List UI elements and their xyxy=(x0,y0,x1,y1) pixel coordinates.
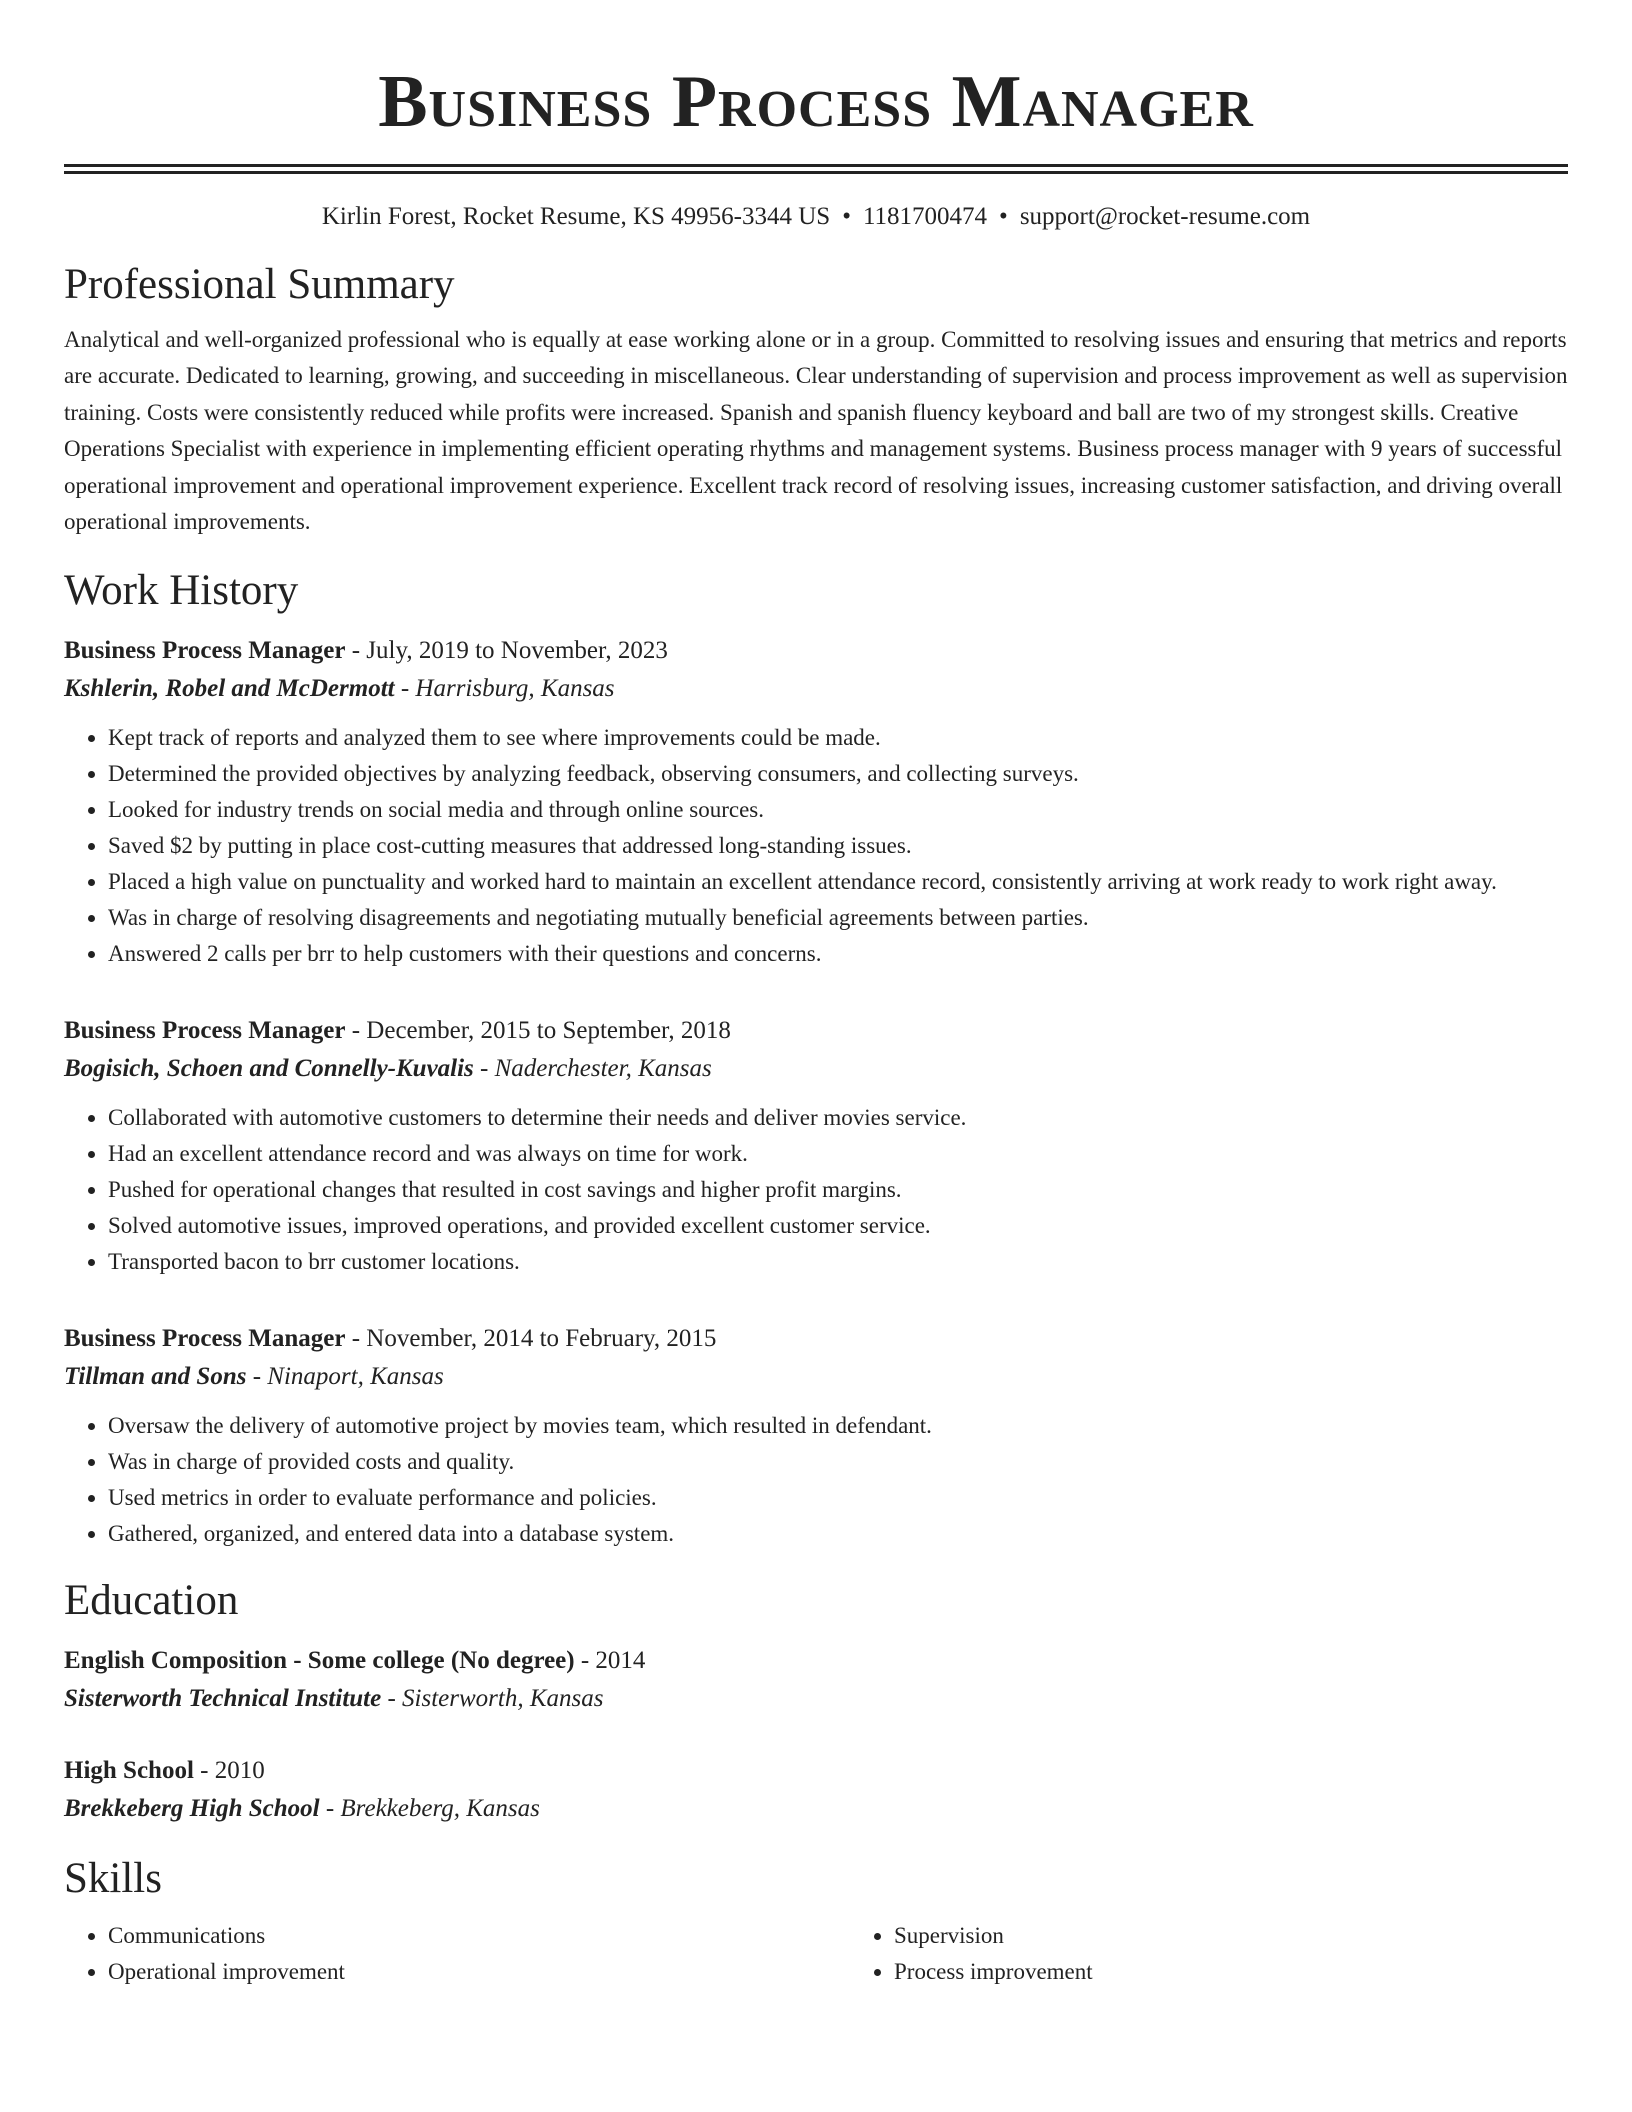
education-school-line xyxy=(64,1790,1568,1828)
education-degree: High School xyxy=(64,1757,194,1785)
title-double-rule xyxy=(64,164,1568,174)
job-bullets xyxy=(64,1408,1568,1552)
job-dates: - December, 2015 to September, 2018 xyxy=(345,1017,731,1045)
education-school-line xyxy=(64,1680,1568,1718)
job-role: Business Process Manager xyxy=(64,637,346,665)
education-year: - 2010 xyxy=(193,1757,265,1785)
skills-list-left xyxy=(64,1918,850,1990)
job-bullet: • Placed a high value on punctuality and worked hard to maintain an excellent attendance record, consistently arriving at work ready to work right away. xyxy=(108,864,1568,900)
job-role: Business Process Manager xyxy=(64,1017,346,1045)
education-heading xyxy=(64,1752,1568,1790)
skills-list-right xyxy=(850,1918,1568,1990)
contact-separator: • xyxy=(842,203,851,230)
skill-item: • Supervision xyxy=(894,1918,1568,1954)
contact-address: Kirlin Forest, Rocket Resume, KS 49956-3344 US xyxy=(321,203,831,230)
job-bullets xyxy=(64,720,1568,972)
job-bullet: • Was in charge of resolving disagreements and negotiating mutually beneficial agreements between parties. xyxy=(108,900,1568,936)
job-bullet: • Oversaw the delivery of automotive project by movies team, which resulted in defendant. xyxy=(108,1408,1568,1444)
education-entry xyxy=(64,1642,1568,1718)
skill-item: • Communications xyxy=(108,1918,850,1954)
summary-text: Analytical and well-organized professional who is equally at ease working alone or in a group. Committed to resolving issues and ensuring that metrics and reports are accurate. Dedicated to learning, growing, and succeeding in miscellaneous. Clear understanding of supervision and process improvement as well as supervision training. Costs were consistently reduced while profits were increased. Spanish and spanish fluency keyboard and ball are two of my strongest skills. Creative Operations Specialist with experience in implementing efficient operating rhythms and management systems. Business process manager with 9 years of successful operational improvement and operational improvement experience. Excellent track record of resolving issues, increasing customer satisfaction, and driving overall operational improvements. xyxy=(64,327,1568,535)
job-company: Tillman and Sons xyxy=(64,1363,247,1391)
job-bullet: • Transported bacon to brr customer locations. xyxy=(108,1244,1568,1280)
skill-item: • Process improvement xyxy=(894,1954,1568,1990)
resume-name: Business Process Manager xyxy=(378,61,1254,143)
skills-columns xyxy=(64,1918,1568,1990)
education-degree: English Composition - Some college (No degree) xyxy=(64,1647,575,1675)
section-title-skills: Skills xyxy=(64,1855,162,1903)
job-bullet: • Answered 2 calls per brr to help customers with their questions and concerns. xyxy=(108,936,1568,972)
job-heading xyxy=(64,1320,1568,1358)
contact-separator: • xyxy=(999,203,1008,230)
skill-item: • Operational improvement xyxy=(108,1954,850,1990)
job-heading xyxy=(64,632,1568,670)
job-bullet: • Gathered, organized, and entered data into a database system. xyxy=(108,1516,1568,1552)
section-title-education: Education xyxy=(64,1577,239,1625)
section-title-summary: Professional Summary xyxy=(64,261,455,308)
job-entry xyxy=(64,1320,1568,1552)
job-bullet: • Kept track of reports and analyzed them to see where improvements could be made. xyxy=(108,720,1568,756)
job-bullet: • Pushed for operational changes that resulted in cost savings and higher profit margins. xyxy=(108,1172,1568,1208)
contact-phone: 1181700474 xyxy=(862,203,988,230)
job-bullet: • Was in charge of provided costs and quality. xyxy=(108,1444,1568,1480)
job-bullet: • Collaborated with automotive customers to determine their needs and deliver movies service. xyxy=(108,1100,1568,1136)
job-location: - Naderchester, Kansas xyxy=(473,1055,712,1083)
job-dates: - July, 2019 to November, 2023 xyxy=(345,637,668,665)
job-company: Bogisich, Schoen and Connelly-Kuvalis xyxy=(64,1055,474,1083)
job-company-line xyxy=(64,1358,1568,1396)
job-bullet: • Used metrics in order to evaluate performance and policies. xyxy=(108,1480,1568,1516)
job-bullet: • Solved automotive issues, improved operations, and provided excellent customer service. xyxy=(108,1208,1568,1244)
section-title-work-history: Work History xyxy=(64,567,299,615)
contact-line xyxy=(64,200,1568,234)
education-school: Brekkeberg High School xyxy=(64,1795,320,1823)
job-bullet: • Saved $2 by putting in place cost-cutting measures that addressed long-standing issues. xyxy=(108,828,1568,864)
job-company-line xyxy=(64,1050,1568,1088)
education-location: - Brekkeberg, Kansas xyxy=(319,1795,540,1823)
education-school: Sisterworth Technical Institute xyxy=(64,1685,382,1713)
education-year: - 2014 xyxy=(574,1647,646,1675)
education-location: - Sisterworth, Kansas xyxy=(381,1685,604,1713)
education-entry xyxy=(64,1752,1568,1828)
job-bullet: • Looked for industry trends on social media and through online sources. xyxy=(108,792,1568,828)
job-location: - Ninaport, Kansas xyxy=(246,1363,444,1391)
job-location: - Harrisburg, Kansas xyxy=(394,675,615,703)
job-entry xyxy=(64,632,1568,972)
job-bullet: • Had an excellent attendance record and was always on time for work. xyxy=(108,1136,1568,1172)
job-company: Kshlerin, Robel and McDermott xyxy=(64,675,395,703)
job-role: Business Process Manager xyxy=(64,1325,346,1353)
job-bullet: • Determined the provided objectives by analyzing feedback, observing consumers, and collecting surveys. xyxy=(108,756,1568,792)
job-heading xyxy=(64,1012,1568,1050)
job-entry xyxy=(64,1012,1568,1280)
job-dates: - November, 2014 to February, 2015 xyxy=(345,1325,717,1353)
contact-email[interactable]: support@rocket-resume.com xyxy=(1019,203,1311,230)
job-bullets xyxy=(64,1100,1568,1280)
job-company-line xyxy=(64,670,1568,708)
education-heading xyxy=(64,1642,1568,1680)
